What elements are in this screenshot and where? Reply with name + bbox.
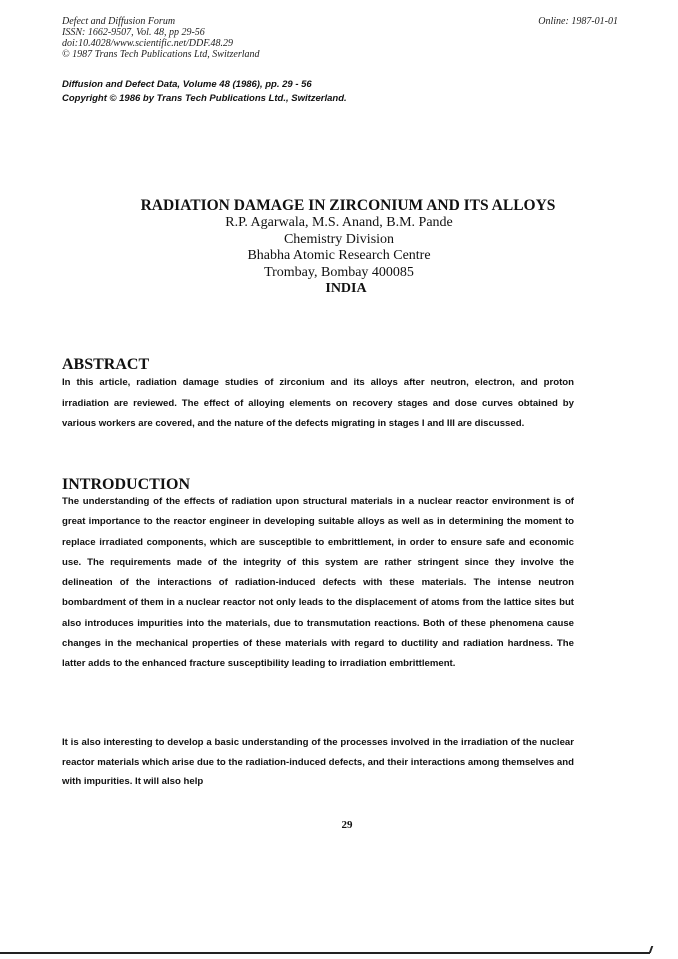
journal-header bbox=[62, 16, 618, 60]
introduction-paragraph-1: The understanding of the effects of radiation upon structural materials in a nuclear reactor environment is of great importance to the reactor engineer in developing suitable alloys as well as in determining the moment to replace irradiated components, which are susceptible to embrittlement, in order to ensure safe and economic use. The requirements made of the integrity of this system are rather stringent since they involve the delineation of the interactions of radiation-induced defects with these materials. The intense neutron bombardment of them in a nuclear reactor not only leads to the displacement of atoms from the lattice sites but also introduces impurities into the materials, due to transmutation reactions. Both of these phenomena cause changes in the mechanical properties of these materials with regard to ductility and radiation hardness. The latter adds to the enhanced fracture susceptibility leading to irradiation embrittlement. bbox=[62, 496, 574, 670]
doi-line: doi:10.4028/www.scientific.net/DDF.48.29 bbox=[62, 38, 234, 49]
abstract-text: In this article, radiation damage studies of zirconium and its alloys after neutron, electron, and proton irradiation are reviewed. The effect of alloying elements on recovery stages and dose curves obtained by various workers are covered, and the nature of the defects migrating in stages I and III are discussed. bbox=[62, 377, 574, 430]
authors: R.P. Agarwala, M.S. Anand, B.M. Pande bbox=[225, 215, 453, 230]
citation-copyright: Copyright © 1986 by Trans Tech Publications Ltd., Switzerland. bbox=[62, 93, 347, 104]
abstract-heading: ABSTRACT bbox=[62, 356, 150, 373]
city: Trombay, Bombay 400085 bbox=[264, 264, 414, 280]
country: INDIA bbox=[325, 281, 367, 296]
division: Chemistry Division bbox=[283, 231, 395, 247]
bottom-rule bbox=[0, 952, 650, 954]
paper-title: RADIATION DAMAGE IN ZIRCONIUM AND ITS ALLOYS bbox=[140, 197, 556, 214]
copyright-line: © 1987 Trans Tech Publications Ltd, Switzerland bbox=[62, 49, 260, 60]
issn-line: ISSN: 1662-9507, Vol. 48, pp 29-56 bbox=[62, 27, 205, 38]
journal-name: Defect and Diffusion Forum bbox=[62, 16, 176, 27]
introduction-paragraph-2: It is also interesting to develop a basic understanding of the processes involved in the irradiation of the nuclear reactor materials which arise due to the radiation-induced defects, and their interactions among themselves and with impurities. It will also help bbox=[62, 737, 574, 787]
bottom-rule-tick bbox=[649, 946, 654, 953]
citation-volume: Diffusion and Defect Data, Volume 48 (1986), pp. 29 - 56 bbox=[62, 79, 312, 90]
citation-block bbox=[62, 78, 347, 106]
online-date: Online: 1987-01-01 bbox=[538, 16, 618, 27]
institution: Bhabha Atomic Research Centre bbox=[247, 248, 431, 263]
introduction-heading: INTRODUCTION bbox=[62, 476, 191, 493]
page-number: 29 bbox=[341, 819, 353, 831]
title-block bbox=[0, 197, 678, 298]
